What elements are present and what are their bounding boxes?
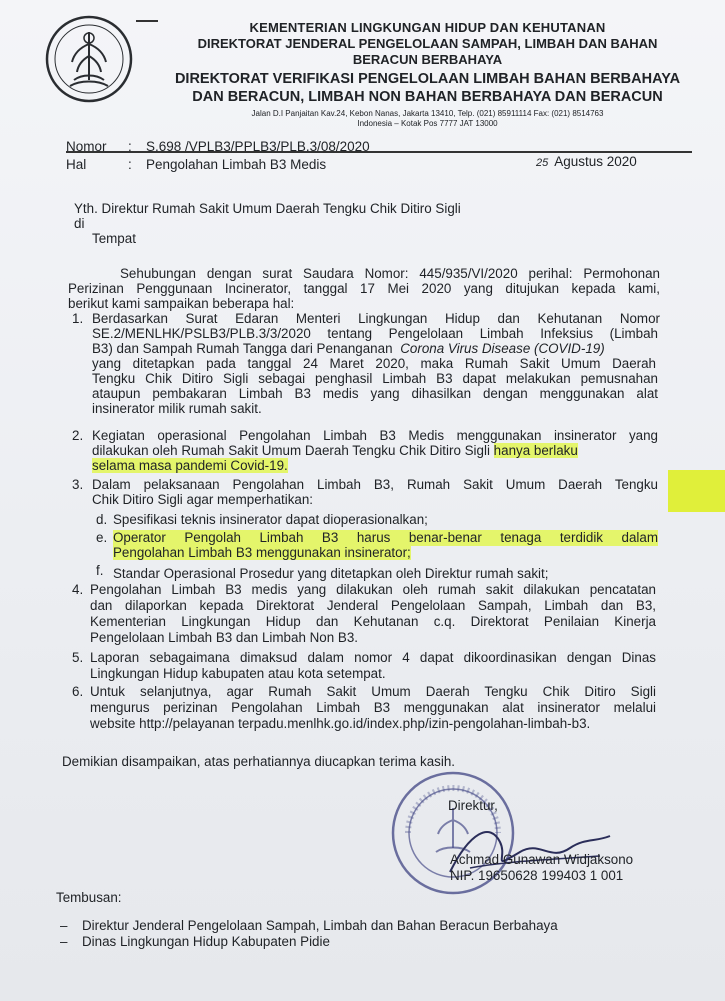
item-1-line: SE.2/MENLHK/PSLB3/PLB.3/3/2020 tentang Pengelolaan Limbah Infeksius (Limbah — [92, 326, 658, 341]
item-1-line: insinerator milik rumah sakit. — [92, 401, 262, 416]
item-1-line: Berdasarkan Surat Edaran Menteri Lingkungan Hidup dan Kehutanan Nomor — [92, 311, 660, 326]
sub-item-e-line — [113, 545, 411, 561]
highlighted-text: hanya berlaku — [493, 443, 578, 458]
directorate-line-2: DAN BERACUN, LIMBAH NON BAHAN BERBAHAYA DAN BERACUN — [192, 89, 663, 105]
item-4-line: dan dilaporkan kepada Direktorat Jenderal Pengelolaan Sampah, Limbah dan B3, — [90, 598, 656, 613]
item-number: 1. — [72, 311, 84, 326]
item-1-text: B3) dan Sampah Rumah Tangga dari Penanganan — [92, 341, 393, 356]
cc-dash: – — [60, 918, 68, 933]
item-1-line: Tengku Chik Ditiro Sigli sebagai penghasil Limbah B3 dapat melakukan pemusnahan — [92, 371, 658, 386]
sub-item-d: Spesifikasi teknis insinerator dapat dioperasionalkan; — [113, 512, 428, 527]
intro-line: berikut kami sampaikan beberapa hal: — [68, 296, 295, 311]
ministry-logo-icon — [44, 14, 134, 104]
item-4-line: Pengolahan Limbah B3 medis yang dilakukan oleh rumah sakit dilakukan pencatatan — [90, 582, 656, 597]
directorate-general-line-1: DIREKTORAT JENDERAL PENGELOLAAN SAMPAH, LIMBAH DAN BAHAN — [197, 36, 658, 51]
item-number: 5. — [72, 650, 84, 665]
cc-label: Tembusan: — [56, 890, 122, 905]
item-6-line: Untuk selanjutnya, agar Rumah Sakit Umum Daerah Tengku Chik Ditiro Sigli — [90, 684, 656, 699]
signatory-name: Achmad Gunawan Widjaksono — [450, 852, 634, 867]
letterhead — [150, 20, 705, 129]
hal-value: Pengolahan Limbah B3 Medis — [146, 157, 327, 172]
recipient-tempat: Tempat — [92, 231, 136, 246]
directorate-general-line-2: BERACUN BERBAHAYA — [352, 52, 503, 67]
sub-item-e-line: Operator Pengolah Limbah B3 harus benar-benar tenaga terdidik dalam — [113, 530, 658, 545]
nomor-label: Nomor — [66, 139, 107, 154]
recipient-line: Yth. Direktur Rumah Sakit Umum Daerah Tengku Chik Ditiro Sigli — [74, 201, 461, 216]
item-6-line: website http://pelayanan terpadu.menlhk.go.id/index.php/izin-pengolahan-limbah-b3. — [90, 716, 591, 731]
item-5-line: Lingkungan Hidup kabupaten atau kota setempat. — [90, 666, 386, 681]
highlighter-mark — [668, 470, 725, 512]
item-2-line — [92, 458, 288, 474]
sub-item-marker: d. — [96, 512, 108, 527]
item-number: 6. — [72, 684, 84, 699]
sub-item-marker: f. — [96, 563, 104, 578]
item-6-line: mengurus perizinan Pengolahan Limbah B3 menggunakan alat insinerator melalui — [90, 700, 656, 715]
cc-dash: – — [60, 934, 68, 949]
item-1-covid-term: Corona Virus Disease (COVID-19) — [400, 341, 605, 356]
item-1-line: yang ditetapkan pada tanggal 24 Maret 2020, maka Rumah Sakit Umum Daerah — [92, 356, 656, 371]
item-number: 3. — [72, 477, 84, 492]
signatory-nip: NIP. 19650628 199403 1 001 — [450, 868, 624, 883]
highlighted-text: Pengolahan Limbah B3 menggunakan insinerator; — [113, 545, 411, 560]
item-4-line: Pengelolaan Limbah B3 dan Limbah Non B3. — [90, 630, 359, 645]
cc-item: Direktur Jenderal Pengelolaan Sampah, Limbah dan Bahan Beracun Berbahaya — [82, 918, 558, 933]
item-number: 2. — [72, 428, 84, 443]
nomor-colon: : — [128, 139, 132, 154]
item-3-line: Chik Ditiro Sigli agar memperhatikan: — [92, 492, 314, 507]
hal-label: Hal — [66, 157, 87, 172]
signatory-title: Direktur, — [448, 798, 498, 813]
item-1-line: ataupun pembakaran Limbah B3 medis yang dihasilkan dengan menggunakan alat — [92, 386, 658, 401]
letter-date — [536, 154, 637, 169]
cc-item: Dinas Lingkungan Hidup Kabupaten Pidie — [82, 934, 330, 949]
item-5-line: Laporan sebagaimana dimaksud dalam nomor 4 dapat dikoordinasikan dengan Dinas — [90, 650, 656, 665]
hal-colon: : — [128, 157, 132, 172]
nomor-value: S.698 /VPLB3/PPLB3/PLB.3/08/2020 — [146, 139, 370, 154]
intro-line: Sehubungan dengan surat Saudara Nomor: 445/935/VI/2020 perihal: Permohonan — [120, 266, 660, 281]
recipient-di: di — [74, 216, 85, 231]
closing-line: Demikian disampaikan, atas perhatiannya diucapkan terima kasih. — [62, 754, 456, 769]
item-3-line: Dalam pelaksanaan Pengolahan Limbah B3, Rumah Sakit Umum Daerah Tengku — [92, 477, 658, 492]
directorate-line-1: DIREKTORAT VERIFIKASI PENGELOLAAN LIMBAH BAHAN BERBAHAYA — [174, 71, 681, 87]
sub-item-f: Standar Operasional Prosedur yang ditetapkan oleh Direktur rumah sakit; — [113, 566, 549, 581]
date-day: 25 — [536, 157, 549, 169]
item-4-line: Kementerian Lingkungan Hidup dan Kehutanan c.q. Direktorat Penilaian Kinerja — [90, 614, 656, 629]
item-2-line: Kegiatan operasional Pengolahan Limbah B3 Medis menggunakan insinerator yang — [92, 428, 658, 443]
sub-item-marker: e. — [96, 530, 108, 545]
ministry-name: KEMENTERIAN LINGKUNGAN HIDUP DAN KEHUTANAN — [249, 20, 606, 35]
highlighted-text: selama masa pandemi Covid-19. — [92, 458, 288, 473]
item-2-text: dilakukan oleh Rumah Sakit Umum Daerah Tengku Chik Ditiro Sigli — [92, 443, 490, 458]
intro-line: Perizinan Penggunaan Incinerator, tanggal 17 Mei 2020 yang ditujukan kepada kami, — [68, 281, 660, 296]
address-line-2: Indonesia – Kotak Pos 7777 JAT 13000 — [357, 119, 498, 128]
item-2-line — [92, 443, 578, 459]
item-number: 4. — [72, 582, 84, 597]
item-1-line — [92, 341, 658, 357]
address-line-1: Jalan D.I Panjaitan Kav.24, Kebon Nanas, Jakarta 13410, Telp. (021) 85911114 Fax: (021) 8514763 — [251, 109, 604, 118]
date-month-year: Agustus 2020 — [554, 154, 637, 169]
